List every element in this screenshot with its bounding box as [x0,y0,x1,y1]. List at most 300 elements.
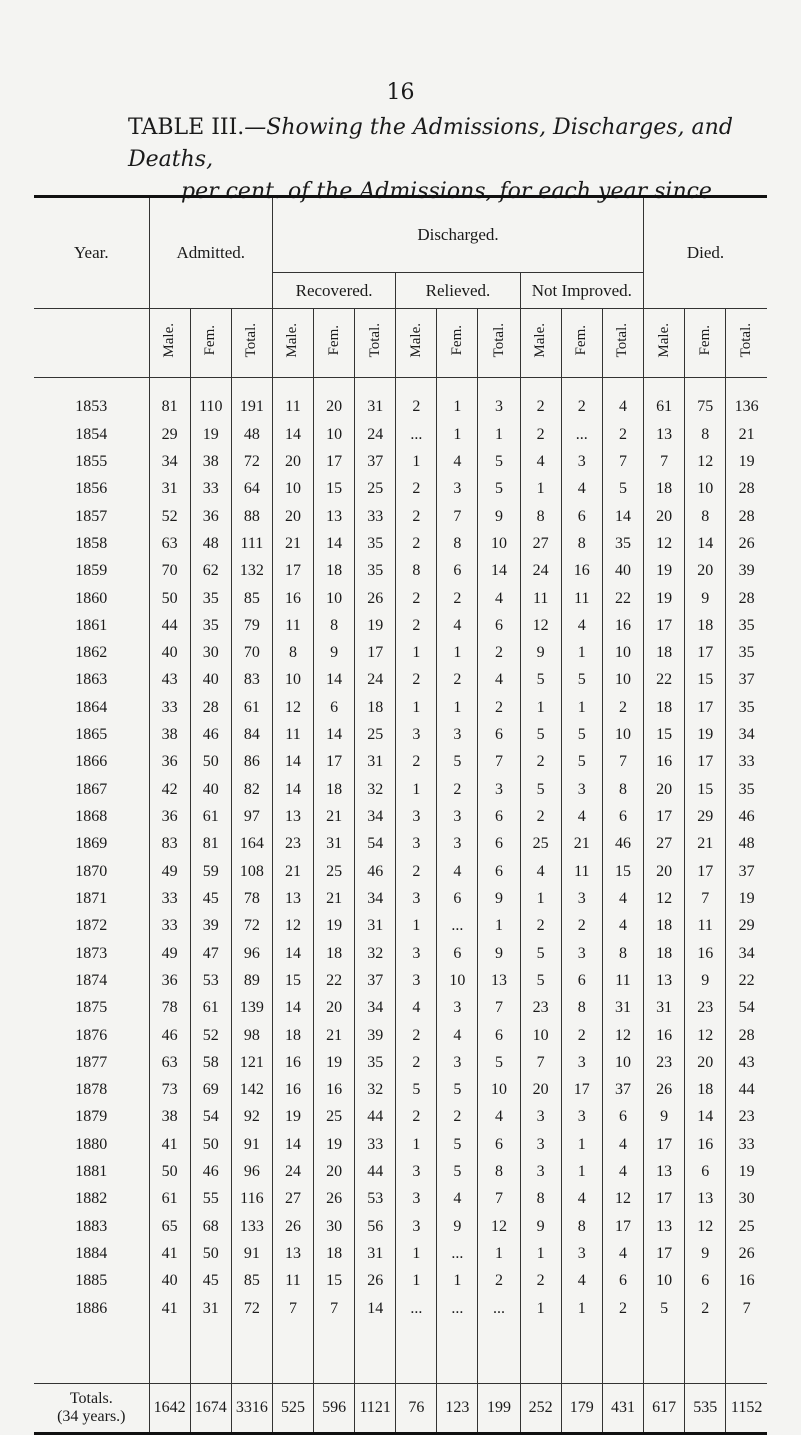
value-cell: 16 [685,940,726,967]
value-cell: 3 [396,940,437,967]
header-recovered: Recovered. [272,273,395,309]
value-cell: 37 [355,448,396,475]
value-cell: 4 [561,1268,602,1295]
value-cell: 6 [437,940,478,967]
col-fem: Fem. [573,325,590,356]
value-cell: 5 [437,1131,478,1158]
value-cell: 18 [314,940,355,967]
value-cell: 139 [231,995,272,1022]
value-cell: 44 [149,612,190,639]
value-cell: 35 [726,612,767,639]
value-cell: 36 [149,803,190,830]
value-cell: 54 [726,995,767,1022]
value-cell: 3 [396,1158,437,1185]
value-cell: 41 [149,1131,190,1158]
value-cell: 4 [561,803,602,830]
value-cell: 81 [190,831,231,858]
value-cell: 16 [272,585,313,612]
value-cell: 28 [726,476,767,503]
value-cell: 52 [190,1022,231,1049]
value-cell: 33 [355,503,396,530]
value-cell: 10 [644,1268,685,1295]
value-cell: 43 [149,667,190,694]
col-male: Male. [284,323,301,358]
value-cell: 10 [520,1022,561,1049]
value-cell: 18 [644,639,685,666]
value-cell: 20 [685,1049,726,1076]
value-cell: 13 [644,1213,685,1240]
value-cell: 16 [685,1131,726,1158]
value-cell: 6 [437,558,478,585]
value-cell: 81 [149,394,190,421]
value-cell: 31 [355,749,396,776]
value-cell: 4 [478,1104,520,1131]
value-cell: 4 [602,394,643,421]
year-cell: 1863 [75,671,108,689]
value-cell: 1 [520,885,561,912]
value-cell: 2 [396,394,437,421]
value-cell: 10 [314,421,355,448]
value-cell: 19 [272,1104,313,1131]
value-cell: 50 [149,585,190,612]
subheader-row [34,309,767,378]
value-cell: 20 [314,995,355,1022]
value-cell: 2 [396,749,437,776]
value-cell: 3 [520,1131,561,1158]
value-cell: 1 [478,1240,520,1267]
value-cell: 45 [190,1268,231,1295]
value-cell: 4 [478,585,520,612]
value-cell: 34 [726,721,767,748]
value-cell: 6 [561,503,602,530]
value-cell: 3 [561,448,602,475]
value-cell: 31 [190,1295,231,1322]
value-cell: 48 [190,530,231,557]
value-cell: 16 [272,1076,313,1103]
value-cell: 10 [478,1076,520,1103]
value-cell: 8 [520,1186,561,1213]
value-cell: 13 [644,421,685,448]
value-cell: 4 [437,1022,478,1049]
value-cell: 8 [396,558,437,585]
value-cell: 5 [602,476,643,503]
total-cell: 1674 [190,1383,231,1433]
value-cell: 61 [644,394,685,421]
value-cell: 32 [355,940,396,967]
value-cell: 45 [190,885,231,912]
table-title [128,112,788,208]
value-cell: 8 [685,503,726,530]
value-cell: 47 [190,940,231,967]
year-cell: 1855 [75,452,108,470]
value-cell: 88 [231,503,272,530]
value-cell: 25 [520,831,561,858]
value-cell: 9 [478,503,520,530]
value-cell: 36 [149,749,190,776]
value-cell: 2 [520,394,561,421]
value-cell: 10 [602,667,643,694]
value-cell: 21 [726,421,767,448]
value-cell: 22 [726,967,767,994]
value-cell: 11 [602,967,643,994]
table-row [34,1104,767,1131]
table-row [34,1131,767,1158]
value-cell: 3 [561,1240,602,1267]
year-cell: 1864 [75,698,108,716]
value-cell: 2 [437,667,478,694]
value-cell: 37 [355,967,396,994]
value-cell: 7 [685,885,726,912]
value-cell: 91 [231,1240,272,1267]
value-cell: 10 [437,967,478,994]
value-cell: 39 [726,558,767,585]
value-cell: 6 [314,694,355,721]
value-cell: 19 [726,1158,767,1185]
value-cell: 3 [437,721,478,748]
value-cell: 14 [685,1104,726,1131]
value-cell: 6 [437,885,478,912]
value-cell: 4 [602,1131,643,1158]
value-cell: 96 [231,940,272,967]
value-cell: 33 [726,749,767,776]
value-cell: 14 [272,421,313,448]
value-cell: 8 [520,503,561,530]
value-cell: 20 [314,1158,355,1185]
year-cell: 1880 [75,1135,108,1153]
col-fem: Fem. [202,325,219,356]
value-cell: 17 [685,639,726,666]
value-cell: 21 [561,831,602,858]
header-discharged: Discharged. [272,197,643,273]
value-cell: 3 [561,1049,602,1076]
value-cell: 72 [231,448,272,475]
year-cell: 1865 [75,726,108,744]
col-fem: Fem. [696,325,713,356]
value-cell: 12 [644,530,685,557]
value-cell: 2 [478,639,520,666]
value-cell: 20 [644,858,685,885]
value-cell: 38 [149,721,190,748]
value-cell: 4 [437,1186,478,1213]
value-cell: 3 [437,995,478,1022]
col-male: Male. [532,323,549,358]
value-cell: 14 [685,530,726,557]
value-cell: 17 [602,1213,643,1240]
value-cell: 10 [602,1049,643,1076]
value-cell: 18 [314,1240,355,1267]
value-cell: 21 [272,530,313,557]
value-cell: 48 [231,421,272,448]
value-cell: 19 [644,558,685,585]
year-cell: 1871 [75,889,108,907]
value-cell: 2 [396,612,437,639]
year-cell: 1853 [75,398,108,416]
table-row [34,694,767,721]
value-cell: 12 [685,448,726,475]
value-cell: 15 [314,476,355,503]
table-row [34,721,767,748]
value-cell: 25 [355,476,396,503]
value-cell: 10 [685,476,726,503]
value-cell: 15 [644,721,685,748]
value-cell: 54 [355,831,396,858]
value-cell: 9 [520,1213,561,1240]
value-cell: 89 [231,967,272,994]
year-cell: 1866 [75,753,108,771]
value-cell: 1 [561,639,602,666]
table-row [34,639,767,666]
value-cell: 35 [355,1049,396,1076]
value-cell: 13 [314,503,355,530]
value-cell: 4 [602,913,643,940]
year-cell: 1870 [75,862,108,880]
value-cell: 55 [190,1186,231,1213]
value-cell: 7 [644,448,685,475]
value-cell: 10 [602,639,643,666]
value-cell: 13 [644,967,685,994]
value-cell: 7 [478,749,520,776]
value-cell: 12 [602,1186,643,1213]
value-cell: 2 [478,694,520,721]
col-male: Male. [407,323,424,358]
table-row [34,1158,767,1185]
value-cell: 33 [149,885,190,912]
value-cell: 41 [149,1295,190,1322]
value-cell: 56 [355,1213,396,1240]
value-cell: 69 [190,1076,231,1103]
table-row [34,1022,767,1049]
value-cell: 6 [685,1268,726,1295]
value-cell: 8 [602,940,643,967]
value-cell: 6 [478,831,520,858]
value-cell: 12 [520,612,561,639]
value-cell: 63 [149,530,190,557]
value-cell: 3 [396,803,437,830]
header-year: Year. [34,197,149,309]
value-cell: 40 [149,1268,190,1295]
value-cell: 32 [355,776,396,803]
value-cell: 1 [561,1295,602,1322]
value-cell: 9 [685,1240,726,1267]
value-cell: 28 [726,585,767,612]
value-cell: 39 [355,1022,396,1049]
value-cell: 28 [726,1022,767,1049]
table-row [34,803,767,830]
value-cell: 70 [149,558,190,585]
value-cell: 35 [726,694,767,721]
value-cell: 10 [272,667,313,694]
value-cell: 1 [396,776,437,803]
value-cell: 61 [149,1186,190,1213]
value-cell: 7 [272,1295,313,1322]
value-cell: 19 [314,1049,355,1076]
value-cell: 20 [644,503,685,530]
value-cell: 4 [602,1240,643,1267]
title-rest: —Showing the Admissions, Discharges, and Deaths, [128,115,733,172]
value-cell: 121 [231,1049,272,1076]
value-cell: 10 [602,721,643,748]
value-cell: 48 [726,831,767,858]
total-cell: 1642 [149,1383,190,1433]
value-cell: 20 [272,448,313,475]
value-cell: 18 [644,476,685,503]
value-cell: 14 [314,530,355,557]
year-cell: 1878 [75,1081,108,1099]
value-cell: 20 [685,558,726,585]
value-cell: 6 [478,1131,520,1158]
value-cell: 1 [437,694,478,721]
col-fem: Fem. [448,325,465,356]
table-row [34,885,767,912]
value-cell: 40 [190,776,231,803]
value-cell: 16 [644,1022,685,1049]
value-cell: 19 [644,585,685,612]
value-cell: 12 [644,885,685,912]
value-cell: 9 [520,639,561,666]
value-cell: 17 [644,1186,685,1213]
value-cell: 26 [314,1186,355,1213]
value-cell: 29 [149,421,190,448]
total-cell: 3316 [231,1383,272,1433]
total-cell: 1121 [355,1383,396,1433]
value-cell: 8 [561,530,602,557]
value-cell: 1 [437,421,478,448]
value-cell: 20 [272,503,313,530]
value-cell: 79 [231,612,272,639]
value-cell: 12 [478,1213,520,1240]
value-cell: 49 [149,940,190,967]
value-cell: 26 [644,1076,685,1103]
value-cell: 10 [272,476,313,503]
year-cell: 1872 [75,917,108,935]
value-cell: 52 [149,503,190,530]
value-cell: 22 [314,967,355,994]
table-row [34,448,767,475]
value-cell: 83 [231,667,272,694]
value-cell: 3 [396,967,437,994]
year-cell: 1875 [75,999,108,1017]
value-cell: 16 [602,612,643,639]
value-cell: 26 [726,530,767,557]
col-total: Total. [366,323,383,358]
value-cell: 19 [355,612,396,639]
value-cell: ... [437,913,478,940]
year-cell: 1854 [75,425,108,443]
table-row [34,1240,767,1267]
year-cell: 1881 [75,1163,108,1181]
total-cell: 617 [644,1383,685,1433]
value-cell: 1 [437,1268,478,1295]
total-cell: 431 [602,1383,643,1433]
value-cell: 2 [396,1104,437,1131]
value-cell: 18 [685,612,726,639]
value-cell: 13 [272,885,313,912]
totals-label-line1: Totals. [69,1389,113,1407]
value-cell: 4 [437,448,478,475]
value-cell: 2 [396,530,437,557]
value-cell: 98 [231,1022,272,1049]
value-cell: 35 [355,558,396,585]
value-cell: 3 [396,721,437,748]
value-cell: 15 [272,967,313,994]
value-cell: 19 [190,421,231,448]
value-cell: 73 [149,1076,190,1103]
value-cell: 3 [437,803,478,830]
header-admitted: Admitted. [149,197,272,309]
value-cell: 35 [355,530,396,557]
value-cell: 50 [190,1131,231,1158]
value-cell: 5 [437,1076,478,1103]
value-cell: 18 [272,1022,313,1049]
value-cell: 9 [685,585,726,612]
value-cell: 133 [231,1213,272,1240]
value-cell: 25 [726,1213,767,1240]
value-cell: 7 [726,1295,767,1322]
value-cell: 2 [396,503,437,530]
value-cell: 22 [602,585,643,612]
value-cell: 4 [561,476,602,503]
value-cell: 1 [561,1131,602,1158]
totals-label-line2: (34 years.) [57,1407,126,1425]
value-cell: 38 [149,1104,190,1131]
value-cell: 91 [231,1131,272,1158]
value-cell: 12 [272,694,313,721]
year-cell: 1869 [75,835,108,853]
value-cell: 1 [561,1158,602,1185]
value-cell: 2 [685,1295,726,1322]
value-cell: 17 [561,1076,602,1103]
value-cell: 14 [314,721,355,748]
value-cell: 2 [520,803,561,830]
value-cell: 46 [190,1158,231,1185]
value-cell: 63 [149,1049,190,1076]
value-cell: 17 [685,694,726,721]
table-row [34,558,767,585]
value-cell: 6 [602,803,643,830]
value-cell: 46 [149,1022,190,1049]
value-cell: 21 [314,885,355,912]
value-cell: 2 [520,913,561,940]
value-cell: 4 [520,858,561,885]
header-not-improved: Not Improved. [520,273,643,309]
value-cell: 4 [437,858,478,885]
value-cell: 6 [478,803,520,830]
value-cell: 65 [149,1213,190,1240]
value-cell: 1 [437,639,478,666]
value-cell: 34 [355,885,396,912]
value-cell: 164 [231,831,272,858]
value-cell: 6 [685,1158,726,1185]
value-cell: 85 [231,585,272,612]
value-cell: 1 [396,1240,437,1267]
value-cell: 30 [726,1186,767,1213]
value-cell: 8 [272,639,313,666]
value-cell: 17 [685,749,726,776]
value-cell: 17 [644,1240,685,1267]
total-cell: 535 [685,1383,726,1433]
table-row [34,421,767,448]
value-cell: 23 [685,995,726,1022]
value-cell: 14 [314,667,355,694]
title-line2: per cent. of the Admissions, for each year since [181,179,712,204]
value-cell: 132 [231,558,272,585]
value-cell: 72 [231,913,272,940]
value-cell: 8 [602,776,643,803]
value-cell: 37 [602,1076,643,1103]
value-cell: 9 [685,967,726,994]
value-cell: 3 [561,776,602,803]
value-cell: 12 [685,1213,726,1240]
